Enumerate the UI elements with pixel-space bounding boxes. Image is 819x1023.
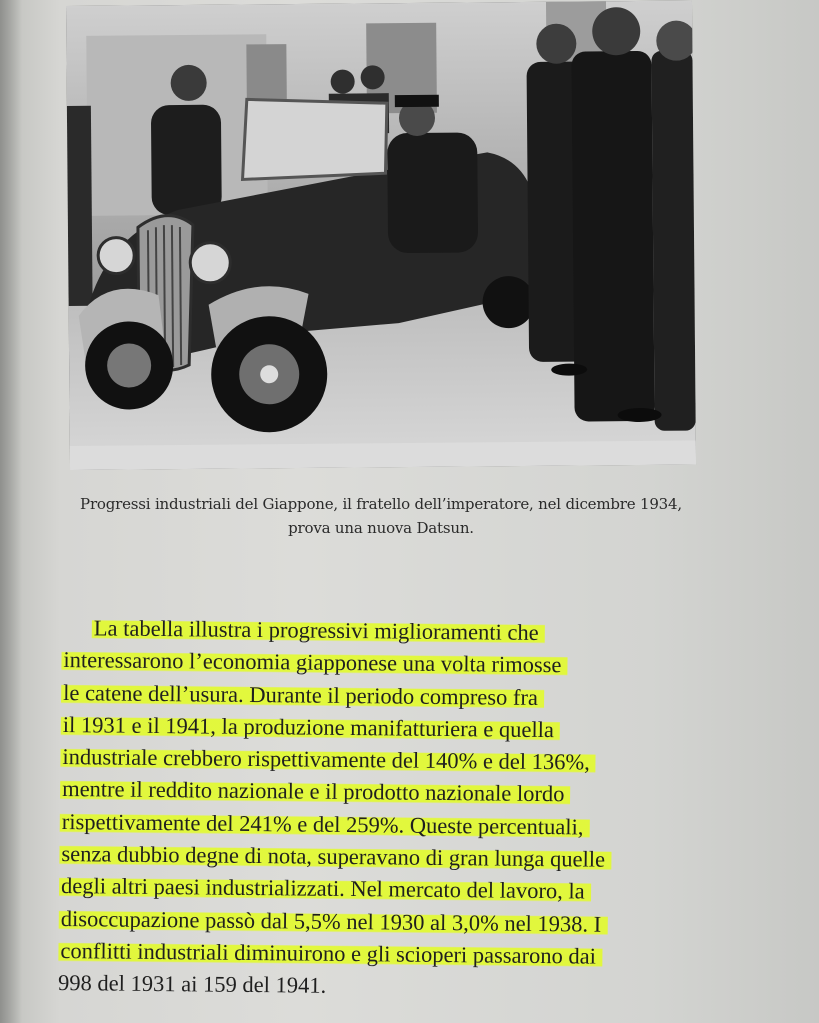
- photo-caption: [56, 492, 706, 540]
- caption-line-2: prova una nuova Datsun.: [288, 519, 474, 537]
- highlighted-text: rispettivamente del 241% e del 259%. Queste percentuali,: [60, 809, 590, 840]
- highlighted-text: La tabella illustra i progressivi miglioramenti che: [92, 615, 545, 645]
- highlighted-text: mentre il reddito nazionale e il prodotto nazionale lordo: [60, 776, 571, 806]
- highlighted-text: disoccupazione passò dal 5,5% nel 1930 al 3,0% nel 1938. I: [59, 906, 608, 937]
- highlighted-text: interessarono l’economia giapponese una volta rimosse: [61, 647, 567, 677]
- highlighted-text: il 1931 e il 1941, la produzione manifatturiera e quella: [61, 712, 560, 742]
- highlighted-text: degli altri paesi industrializzati. Nel mercato del lavoro, la: [59, 873, 591, 904]
- highlighted-text: conflitti industriali diminuirono e gli scioperi passarono dai: [58, 938, 602, 969]
- highlighted-text: industriale crebbero rispettivamente del 140% e del 136%,: [60, 744, 596, 775]
- historic-car-photo: [66, 1, 696, 470]
- paragraph-line: [58, 967, 718, 1006]
- plain-text: 998 del 1931 ai 159 del 1941.: [57, 970, 327, 999]
- highlighted-text: senza dubbio degne di nota, superavano di gran lunga quelle: [59, 841, 611, 872]
- highlighted-paragraph: [58, 612, 722, 1006]
- highlighted-text: le catene dell’usura. Durante il periodo compreso fra: [61, 680, 544, 710]
- photo-illustration: [66, 1, 696, 470]
- page-gutter-shadow: [0, 0, 22, 1023]
- caption-line-1: Progressi industriali del Giappone, il fratello dell’imperatore, nel dicembre 1934,: [80, 495, 682, 513]
